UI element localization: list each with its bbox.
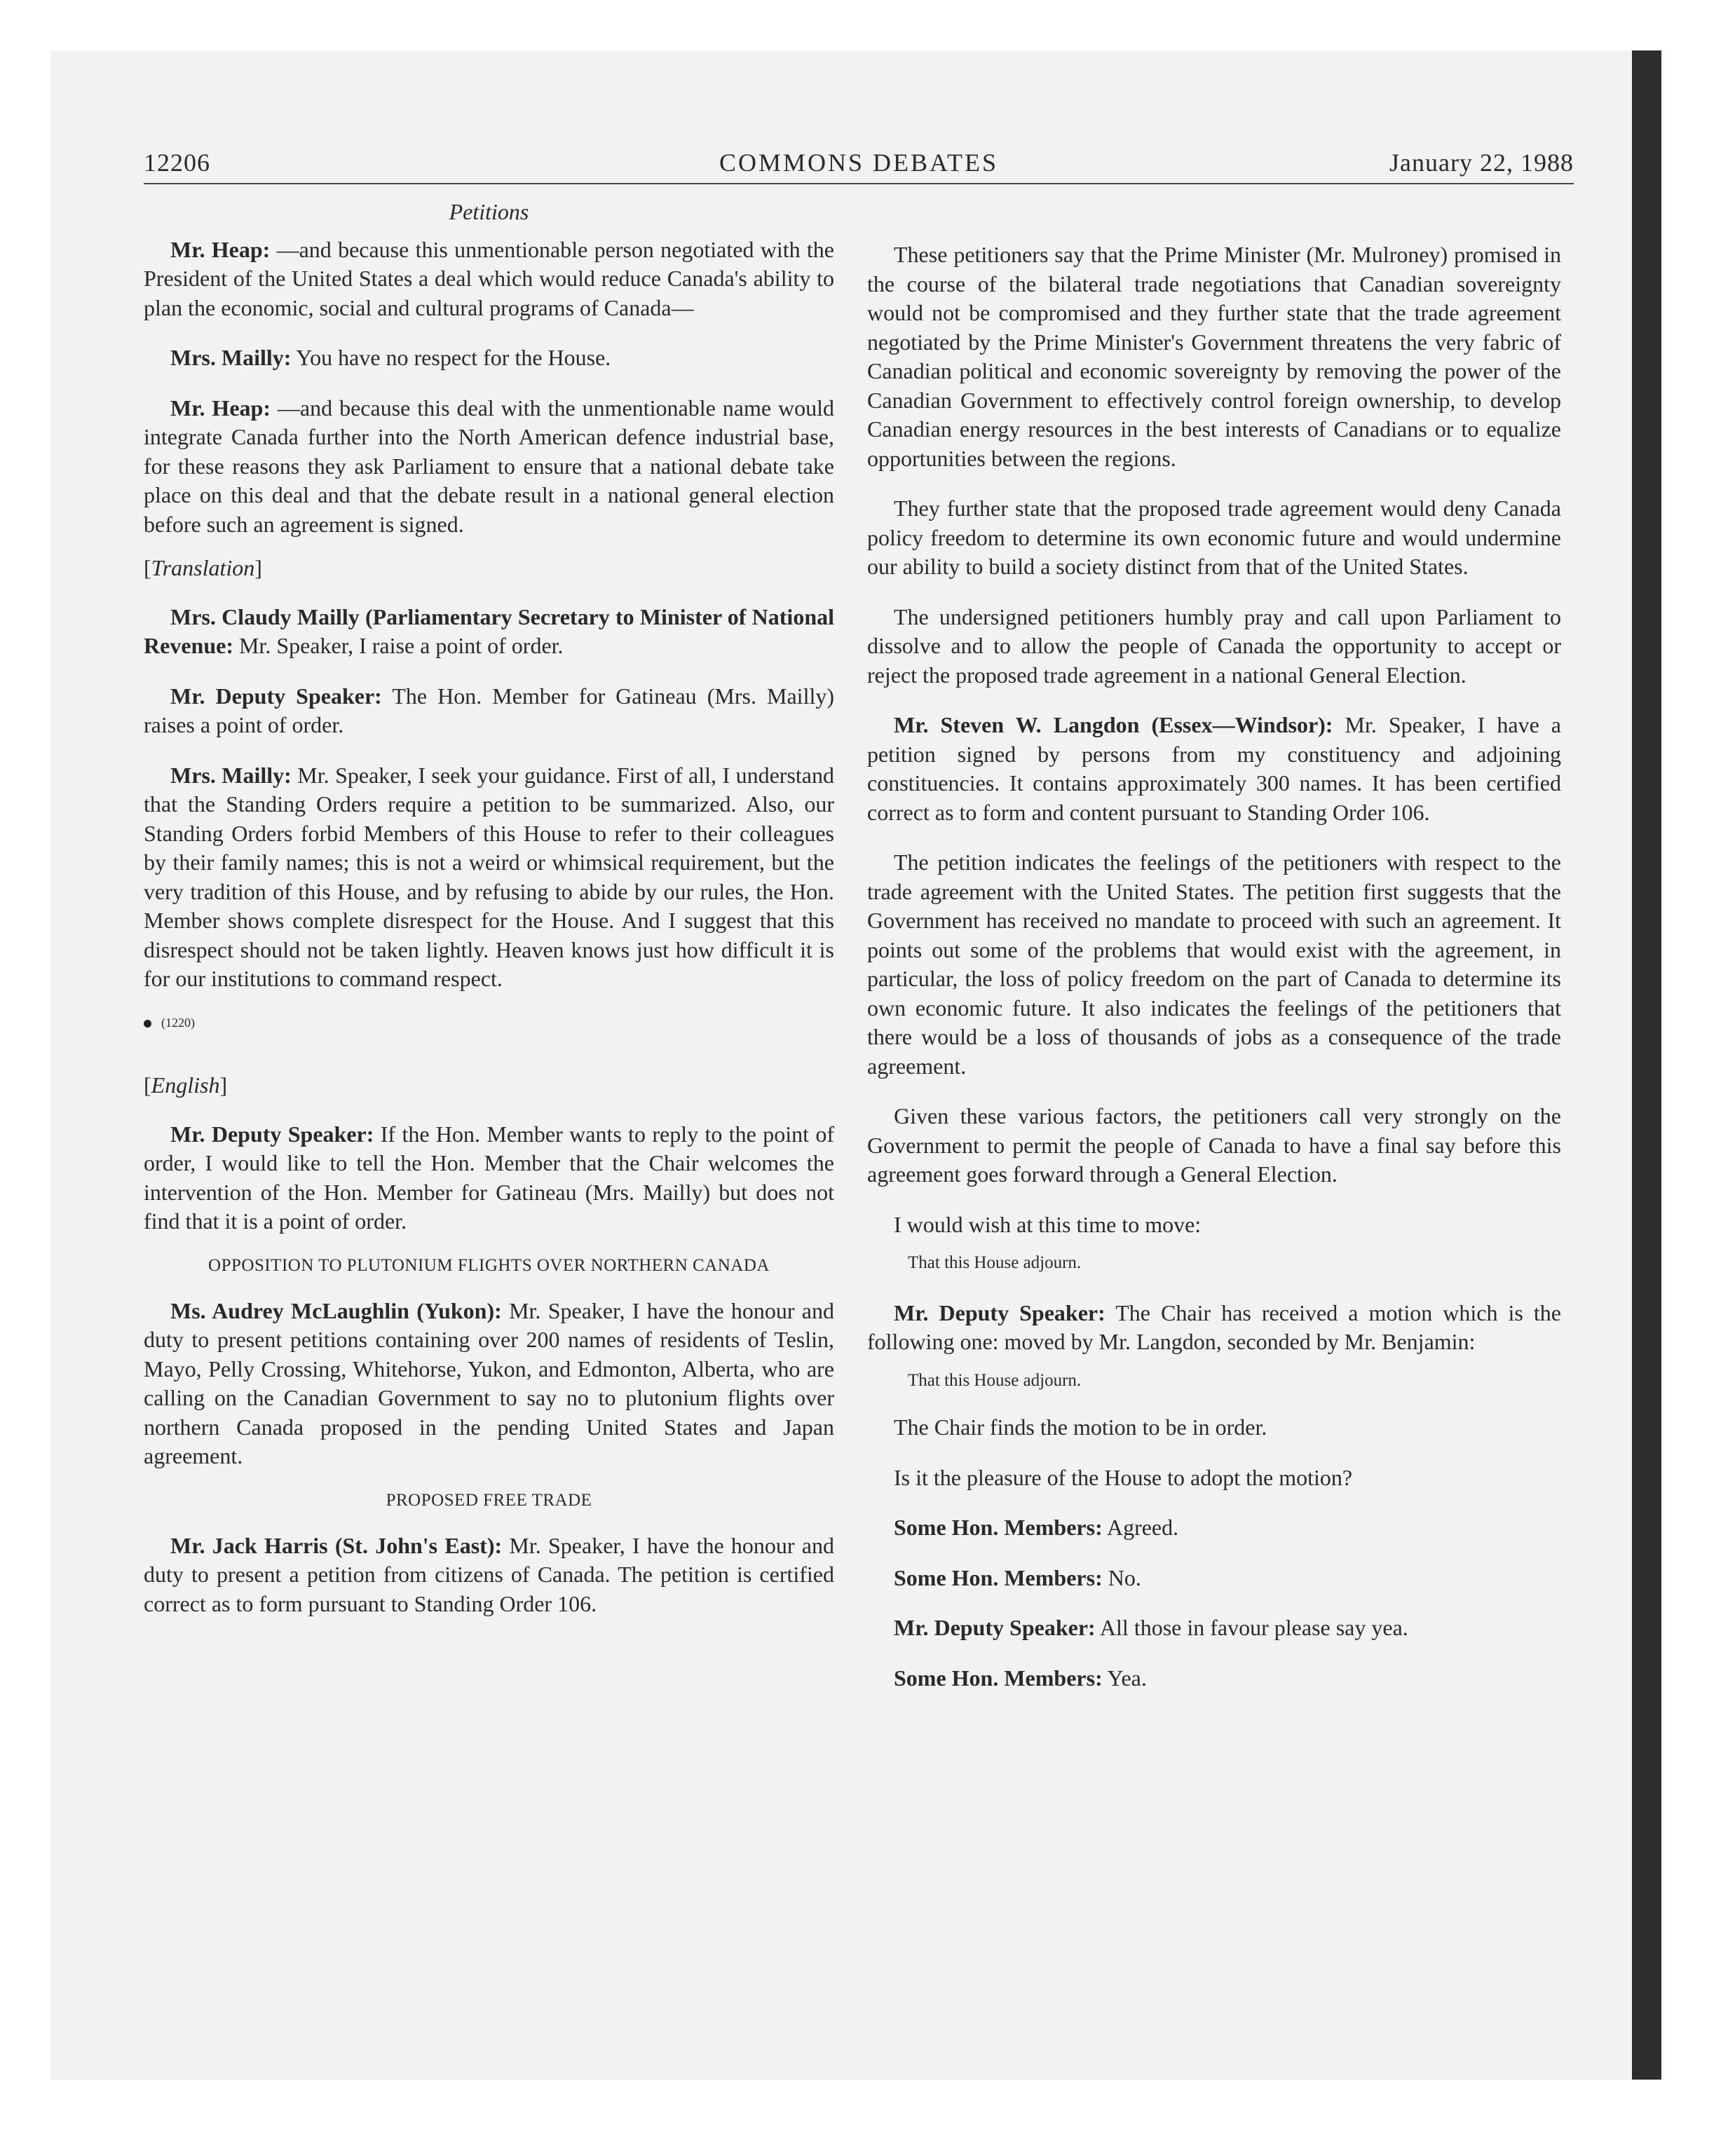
paragraph — [144, 603, 834, 661]
section-title: Petitions — [449, 199, 529, 224]
speech-text: No. — [1102, 1564, 1141, 1590]
subject-heading: PROPOSED FREE TRADE — [386, 1490, 592, 1510]
speaker-name: Mr. Deputy Speaker: — [894, 1615, 1096, 1640]
speaker-name: Mr. Deputy Speaker: — [894, 1299, 1105, 1325]
language-marker: [English] — [144, 1072, 228, 1098]
speech-text: Mr. Speaker, I have a petition signed by persons from my constituency and adjoining constituencies. It contains approximately 300 names. It has been certified correct as to form and content pursuant to Standing Order 106. — [867, 712, 1561, 825]
page-header — [144, 144, 1574, 184]
paragraph: The petition indicates the feelings of the petitioners with respect to the trade agreement with the United States. The petition first suggests that the Government has received no mandate to proceed with such an agreement. It points out some of the problems that would exist with the agreement, in particular, the loss of policy freedom on the part of Canada to determine its own economic future. It also indicates the feelings of the petitioners that there would be a loss of thousands of jobs as a consequence of the trade agreement. — [867, 850, 1561, 1079]
speaker-name: Mr. Jack Harris (St. John's East): — [170, 1532, 503, 1558]
speaker-name: Ms. Audrey McLaughlin (Yukon): — [170, 1297, 502, 1323]
speech-text: Mr. Speaker, I seek your guidance. First of all, I understand that the Standing Orders require a petition to be summarized. Also, our Standing Orders forbid Members of this House to refer to their colleagues by their family names; this is not a weird or whimsical requirement, but the very tradition of this House, and by refusing to abide by our rules, the Hon. Member shows complete disrespect for the House. And I suggest that this disrespect should not be taken lightly. Heaven knows just how difficult it is for our institutions to command respect. — [144, 762, 835, 991]
paragraph — [144, 1297, 834, 1471]
paragraph: These petitioners say that the Prime Minister (Mr. Mulroney) promised in the course of the bilateral trade negotiations that Canadian sovereignty would not be compromised and they further state that the trade agreement negotiated by the Prime Minister's Government threatens the very fabric of Canadian political and economic sovereignty by removing the power of the Canadian Government to effectively control foreign ownership, to develop Canadian energy resources in the best interests of Canadians or to equalize opportunities between the regions. — [867, 242, 1561, 471]
scan-edge-shadow — [1632, 50, 1661, 2080]
paragraph — [867, 1513, 1561, 1543]
language-label: Translation — [151, 555, 255, 580]
paragraph — [144, 343, 834, 373]
time-label: (1220) — [161, 1015, 195, 1030]
speech-text: The Chair has received a motion which is the following one: moved by Mr. Langdon, seconded by Mr. Benjamin: — [867, 1299, 1561, 1354]
speaker-name: Some Hon. Members: — [894, 1564, 1103, 1590]
paragraph — [144, 394, 834, 540]
paragraph: The undersigned petitioners humbly pray and call upon Parliament to dissolve and to allow the people of Canada the opportunity to accept or reject the proposed trade agreement in a national General Election. — [867, 603, 1561, 688]
paragraph — [867, 1299, 1561, 1357]
speech-text: You have no respect for the House. — [291, 345, 611, 370]
subject-heading: OPPOSITION TO PLUTONIUM FLIGHTS OVER NORTHERN CANADA — [208, 1255, 770, 1275]
speaker-name: Mrs. Mailly: — [170, 762, 292, 788]
speech-text: Agreed. — [1102, 1515, 1179, 1540]
publication-title: COMMONS DEBATES — [719, 149, 999, 177]
paragraph — [867, 711, 1561, 827]
speaker-name: Mr. Heap: — [170, 395, 271, 421]
language-marker: [Translation] — [144, 555, 262, 580]
paragraph — [144, 1531, 834, 1619]
speaker-name: Mr. Deputy Speaker: — [170, 1121, 374, 1147]
speech-text: Yea. — [1102, 1665, 1147, 1691]
paragraph — [144, 1120, 834, 1236]
paragraph — [867, 1613, 1561, 1643]
publication-date: January 22, 1988 — [1389, 149, 1574, 177]
paragraph — [867, 1564, 1561, 1593]
speaker-name: Mr. Deputy Speaker: — [170, 683, 382, 709]
speech-text: Mr. Speaker, I have the honour and duty to present a petition from citizens of Canada. The petition is certified correct as to form pursuant to Standing Order 106. — [144, 1532, 835, 1616]
speaker-name: Mr. Heap: — [170, 236, 271, 262]
speaker-name: Some Hon. Members: — [894, 1515, 1103, 1540]
speaker-name: Mr. Steven W. Langdon (Essex—Windsor): — [894, 712, 1333, 737]
bullet-icon — [144, 1020, 151, 1028]
paragraph — [144, 682, 834, 740]
paragraph: I would wish at this time to move: — [894, 1211, 1202, 1237]
page-number: 12206 — [144, 149, 210, 177]
speaker-name: Mrs. Mailly: — [170, 345, 292, 370]
paragraph: Given these various factors, the petitioners call very strongly on the Government to permit the people of Canada to have a final say before this agreement goes forward through a General Election. — [867, 1103, 1561, 1187]
left-column — [144, 196, 834, 1633]
right-column — [867, 240, 1561, 1707]
paragraph: Is it the pleasure of the House to adopt the motion? — [894, 1464, 1353, 1490]
speech-text: —and because this unmentionable person negotiated with the President of the United States a deal which would reduce Canada's ability to plan the economic, social and cultural programs of Canada— — [144, 236, 834, 320]
motion-text: That this House adjourn. — [908, 1253, 1082, 1272]
speech-text: If the Hon. Member wants to reply to the point of order, I would like to tell the Hon. Member that the Chair welcomes the intervention of the Hon. Member for Gatineau (Mrs. Mailly) but does not find that it is a point of order. — [144, 1121, 834, 1234]
speaker-name: Mrs. Claudy Mailly (Parliamentary Secretary to Minister of National Revenue: — [144, 603, 834, 658]
speaker-name: Some Hon. Members: — [894, 1665, 1103, 1691]
paragraph — [144, 761, 834, 994]
paragraph: They further state that the proposed trade agreement would deny Canada policy freedom to determine its own economic future and would undermine our ability to build a society distinct from that of the United States. — [867, 496, 1561, 579]
language-label: English — [151, 1072, 220, 1098]
paragraph — [867, 1664, 1561, 1693]
speech-text: —and because this deal with the unmentionable name would integrate Canada further into the North American defence industrial base, for these reasons they ask Parliament to ensure that a national debate take place on this deal and that the debate result in a national general election before such an agreement is signed. — [144, 395, 834, 537]
paragraph — [144, 236, 834, 323]
motion-text: That this House adjourn. — [908, 1370, 1082, 1390]
paragraph: The Chair finds the motion to be in order. — [894, 1414, 1267, 1440]
speech-text: Mr. Speaker, I raise a point of order. — [233, 633, 564, 658]
speech-text: The Hon. Member for Gatineau (Mrs. Mailly) raises a point of order. — [144, 683, 835, 737]
speech-text: All those in favour please say yea. — [1095, 1615, 1408, 1640]
time-stamp — [144, 1009, 834, 1038]
speech-text: Mr. Speaker, I have the honour and duty to present petitions containing over 200 names of residents of Teslin, Mayo, Pelly Crossing, Whitehorse, Yukon, and Edmonton, Alberta, who are calling on the Canadian Government to say no to plutonium flights over northern Canada proposed in the pending United States and Japan agreement. — [144, 1297, 835, 1468]
